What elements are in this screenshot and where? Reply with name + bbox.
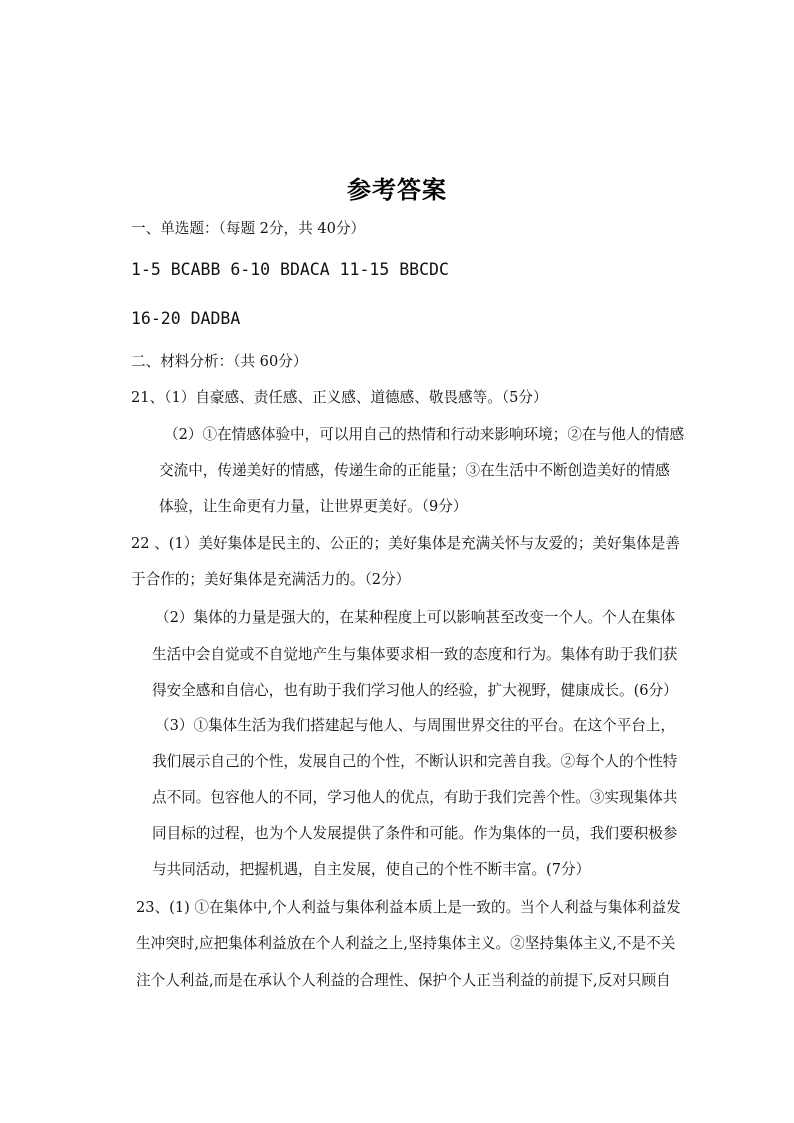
page-title: 参考答案	[347, 176, 447, 204]
text-line: 22 、(1）美好集体是民主的、公正的；美好集体是充满关怀与友爱的；美好集体是善	[131, 535, 680, 552]
text-line: 生活中会自觉或不自觉地产生与集体要求相一致的态度和行为。集体有助于我们获	[152, 646, 678, 663]
text-line: （3）①集体生活为我们搭建起与他人、与周围世界交往的平台。在这个平台上，	[155, 717, 676, 734]
text-line: 交流中，传递美好的情感，传递生命的正能量；③在生活中不断创造美好的情感	[159, 462, 670, 479]
text-line: 得安全感和自信心，也有助于我们学习他人的经验，扩大视野，健康成长。(6分）	[152, 682, 678, 699]
text-line: 于合作的；美好集体是充满活力的。（2分）	[131, 571, 411, 588]
text-line: 23、(1) ①在集体中,个人利益与集体利益本质上是一致的。当个人利益与集体利益发	[136, 899, 681, 916]
text-line: 注个人利益,而是在承认个人利益的合理性、保护个人正当利益的前提下,反对只顾自	[136, 972, 671, 989]
answers-line-1: 1-5 BCABB 6-10 BDACA 11-15 BBCDC	[131, 260, 449, 279]
text-line: 我们展示自己的个性，发展自己的个性，不断认识和完善自我。②每个人的个性特	[152, 753, 678, 770]
answers-line-2: 16-20 DADBA	[131, 309, 241, 328]
text-line: （2）集体的力量是强大的，在某种程度上可以影响甚至改变一个人。个人在集体	[155, 609, 676, 626]
section2-heading: 二、材料分析：（共 60分）	[131, 353, 308, 370]
text-line: 点不同。包容他人的不同，学习他人的优点，有助于我们完善个性。③实现集体共	[152, 789, 678, 806]
text-line: 体验，让生命更有力量，让世界更美好。（9分）	[159, 498, 468, 515]
text-line: （2）①在情感体验中，可以用自己的热情和行动来影响环境；②在与他人的情感	[164, 426, 685, 443]
text-line: 生冲突时,应把集体利益放在个人利益之上,坚持集体主义。②坚持集体主义,不是不关	[136, 935, 676, 952]
text-line: 21、（1）自豪感、责任感、正义感、道德感、敬畏感等。（5分）	[131, 389, 548, 406]
section1-heading: 一、单选题：（每题 2分，共 40分）	[131, 220, 366, 237]
text-line: 与共同活动，把握机遇，自主发展，使自己的个性不断丰富。(7分）	[152, 861, 591, 878]
text-line: 同目标的过程，也为个人发展提供了条件和可能。作为集体的一员，我们要积极参	[152, 825, 678, 842]
